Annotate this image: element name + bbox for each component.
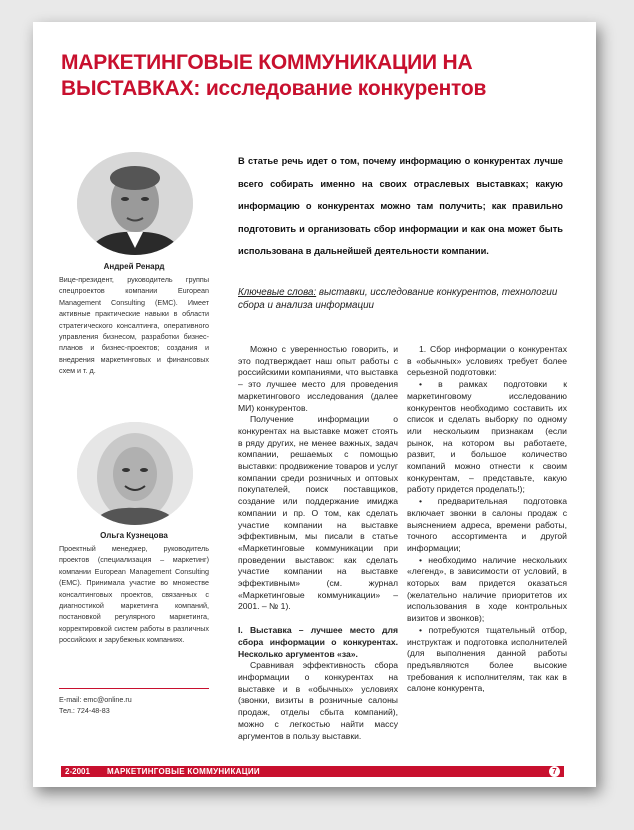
section-heading: I. Выставка – лучшее место для сбора информации о конкурентах. Несколько аргументов «за». <box>238 625 398 659</box>
body-paragraph: • предварительная подготовка включает звонки в салоны продаж с выяснением адреса, времени работы, точного ассортимента и другой информации; <box>407 496 567 553</box>
magazine-page <box>33 22 596 787</box>
footer-page-number: 7 <box>549 766 560 777</box>
article-title-line2: ВЫСТАВКАХ: исследование конкурентов <box>61 77 487 100</box>
body-paragraph: • потребуются тщательный отбор, инструктаж и подготовка исполнителей (для выполнения данной работы предъявляются более высокие требования к исполнителям, так как в салоне конкурента, <box>407 624 567 694</box>
body-paragraph: Сравнивая эффективность сбора информации о конкурентах на выставке и в «обычных» условиях (звонки, визиты в розничные салоны продаж, отделы сбыта компаний), можно с легкостью найти массу аргументов в пользу выставки. <box>238 660 398 741</box>
footer-issue-number: 2-2001 <box>65 767 90 776</box>
body-column-2 <box>407 344 567 695</box>
article-abstract: В статье речь идет о том, почему информацию о конкурентах лучше всего собирать именно на своих отраслевых выставках; какую информацию о конкурентах можно там получить; как правильно подготовить и организовать сбор информации и как она может быть использована в дальнейшей деятельности компании. <box>238 156 563 256</box>
contact-email: E-mail: emc@online.ru <box>59 695 132 704</box>
body-paragraph: 1. Сбор информации о конкурентах в «обычных» условиях требует более серьезной подготовки: <box>407 344 567 378</box>
footer-journal-title: МАРКЕТИНГОВЫЕ КОММУНИКАЦИИ <box>107 767 260 776</box>
body-paragraph: • необходимо наличие нескольких «легенд», в зависимости от условий, в которых вам придется оказаться (желательно наличие приоритетов их использования в ходе контрольных визитов и звонков); <box>407 554 567 624</box>
author-name-kuznetsova: Ольга Кузнецова <box>100 531 168 540</box>
author-photo-renard <box>77 152 193 255</box>
keywords-text: выставки, исследование конкурентов, технологии сбора и анализа информации <box>238 287 558 311</box>
body-paragraph: • в рамках подготовки к маркетинговому исследованию конкурентов необходимо составить их список и сделать выборку по одному или нескольким признакам (если рынок, на котором вы работаете, развит, и большое количество компаний можно отнести к своим конкурентам, – представьте, какую работу придется проделать!); <box>407 379 567 495</box>
contact-divider <box>59 688 209 689</box>
author-bio-renard: Вице-президент, руководитель группы спецпроектов компании European Management Consulting (EMC). Имеет активные практические навыки в области стратегического консалтинга, оперативного управления бизнесом, разработки бизнес-планов и бизнес-проектов; создания и внедрения маркетинговых и финансовых схем и т. д. <box>59 275 209 376</box>
body-paragraph: Получение информации о конкурентах на выставке может стоять в ряду других, не менее важных, задач компании, решаемых с помощью выставки: продвижение товаров и услуг компании среди розничных и оптовых покупателей, поиск поставщиков, создание или поддержание имиджа компании и пр. О том, как сделать участие компании на выставке эффективным, мы писали в статье «Маркетинговые коммуникации при проведении выставок: как сделать участие компании на выставке эффективным» (см. журнал «Маркетинговые коммуникации» – 2001. – № 1). <box>238 414 398 612</box>
article-title <box>61 50 581 102</box>
keywords-label: Ключевые слова: <box>238 287 317 298</box>
contact-phone: Тел.: 724-48-83 <box>59 706 110 715</box>
author-bio-kuznetsova: Проектный менеджер, руководитель проектов (специализация – маркетинг) компании European Management Consulting (EMC). Принимала участие во множестве консалтинговых проектов, связанных с диагностикой маркетинга компаний, постановкой регулярного маркетинга, корректировкой систем работы в различных российских и зарубежных компаниях. <box>59 544 209 645</box>
body-paragraph: Можно с уверенностью говорить, и это подтверждает наш опыт работы с российскими компаниями, что выставка – это лучшее место для проведения маркетингового исследования (далее МИ) конкурентов. <box>238 344 398 413</box>
contact-info <box>59 694 209 716</box>
article-title-line1: МАРКЕТИНГОВЫЕ КОММУНИКАЦИИ НА <box>61 51 473 74</box>
author-photo-kuznetsova <box>77 422 193 525</box>
body-column-1 <box>238 344 398 742</box>
article-keywords <box>238 286 563 312</box>
author-name-renard: Андрей Ренард <box>103 262 165 271</box>
